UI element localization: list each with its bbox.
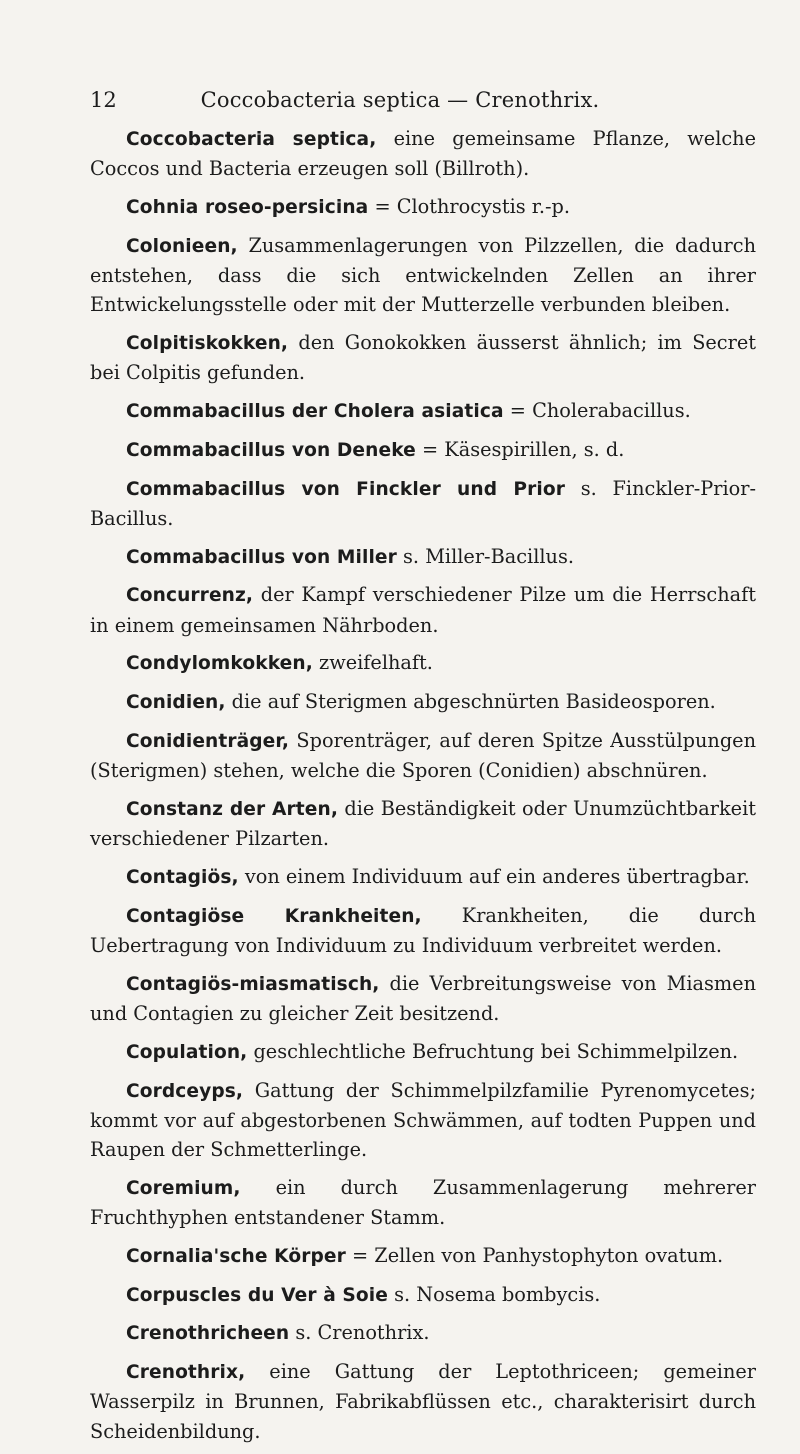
glossary-entry [90, 1241, 756, 1271]
glossary-entry [90, 542, 756, 572]
entry-text: die Beständigkeit oder Unumzüchtbarkeit verschiedener Pilzarten. [90, 796, 756, 851]
entry-term: Crenothrix, [126, 1362, 246, 1384]
entry-text: ein durch Zusammenlagerung mehrerer Fruchthyphen entstandener Stamm. [90, 1175, 756, 1229]
entry-text: s. Nosema bombycis. [387, 1282, 601, 1306]
glossary-entry [90, 648, 756, 678]
entry-term: Conidien, [126, 692, 226, 714]
glossary-entry [90, 687, 756, 717]
entry-text: zweifelhaft. [312, 651, 433, 675]
entry-text: den Gonokokken äusserst ähnlich; im Secret bei Colpitis gefunden. [90, 331, 756, 385]
page-number: 12 [90, 88, 117, 112]
entry-text: die auf Sterigmen abgeschnürten Basideosporen. [225, 690, 716, 714]
entry-term: Cornalia'sche Körper [126, 1245, 346, 1267]
glossary-entry [90, 1280, 756, 1310]
entry-term: Crenothricheen [126, 1323, 290, 1345]
entry-text: Zusammenlagerungen von Pilzzellen, die dadurch entstehen, dass die sich entwickelnden Zellen an ihrer Entwickelungsstelle oder mit der Mutterzelle verbunden bleiben. [90, 233, 756, 317]
glossary-entry [90, 124, 756, 183]
glossary-entry [90, 1318, 756, 1348]
entry-term: Cohnia roseo-persicina [126, 197, 369, 218]
glossary-entry [90, 231, 756, 320]
entry-text: eine Gattung der Leptothriceen; gemeiner Wasserpilz in Brunnen, Fabrikabflüssen etc., charakterisirt durch Scheidenbildung. [90, 1360, 756, 1443]
entry-term: Contagiöse Krankheiten, [126, 905, 422, 927]
entry-text: = Cholerabacillus. [503, 399, 691, 422]
entry-term: Conidienträger, [126, 730, 290, 752]
entry-term: Colonieen, [126, 235, 238, 257]
entry-text: s. Crenothrix. [289, 1321, 430, 1345]
entry-term: Commabacillus von Miller [126, 546, 397, 568]
entry-text: eine gemeinsame Pflanze, welche Coccos und Bacteria erzeugen soll (Billroth). [90, 127, 756, 181]
page-header [90, 86, 710, 114]
glossary-entry [90, 969, 756, 1028]
glossary-entry [90, 1076, 756, 1165]
entry-term: Copulation, [126, 1041, 248, 1063]
entry-term: Commabacillus von Finckler und Prior [126, 478, 565, 500]
entry-term: Cordceyps, [126, 1080, 244, 1102]
entry-term: Constanz der Arten, [126, 798, 339, 820]
glossary-entry [90, 794, 756, 853]
entry-text: Gattung der Schimmelpilzfamilie Pyrenomycetes; kommt vor auf abgestorbenen Schwämmen, auf todten Puppen und Raupen der Schmetterlinge. [90, 1078, 756, 1161]
entry-text: = Clothrocystis r.-p. [368, 195, 570, 218]
glossary-entry [90, 1357, 756, 1446]
entry-text: von einem Individuum auf ein anderes übertragbar. [238, 864, 750, 888]
entry-term: Contagiös, [126, 866, 239, 888]
entry-term: Colpitiskokken, [126, 333, 289, 354]
glossary-entry [90, 1037, 756, 1067]
entry-text: = Zellen von Panhystophyton ovatum. [345, 1243, 724, 1267]
glossary-entry [90, 396, 756, 426]
glossary-entry [90, 1173, 756, 1232]
entry-text: die Verbreitungsweise von Miasmen und Contagien zu gleicher Zeit besitzend. [90, 971, 756, 1025]
entry-term: Corpuscles du Ver à Soie [126, 1284, 388, 1306]
glossary-entry [90, 862, 756, 892]
entry-text: Sporenträger, auf deren Spitze Ausstülpungen (Sterigmen) stehen, welche die Sporen (Conidien) abschnüren. [90, 728, 756, 783]
glossary-entry [90, 328, 756, 387]
entry-term: Commabacillus der Cholera asiatica [126, 401, 504, 422]
entry-text: der Kampf verschiedener Pilze um die Herrschaft in einem gemeinsamen Nährboden. [90, 583, 756, 637]
glossary-entries [90, 124, 756, 1454]
entry-text: s. Finckler-Prior-Bacillus. [90, 476, 757, 530]
entry-text: s. Miller-Bacillus. [396, 544, 574, 568]
glossary-entry [90, 435, 756, 465]
glossary-entry [90, 726, 756, 785]
glossary-entry [90, 192, 756, 222]
entry-term: Coccobacteria septica, [126, 129, 377, 150]
glossary-entry [90, 474, 756, 533]
running-head: Coccobacteria septica — Crenothrix. [200, 88, 600, 112]
glossary-entry [90, 580, 756, 639]
entry-term: Commabacillus von Deneke [126, 439, 416, 461]
entry-text: geschlechtliche Befruchtung bei Schimmelpilzen. [247, 1039, 739, 1063]
glossary-entry [90, 901, 756, 960]
entry-text: Krankheiten, die durch Uebertragung von Individuum zu Individuum verbreitet werden. [90, 903, 757, 957]
entry-term: Concurrenz, [126, 585, 254, 607]
entry-term: Contagiös-miasmatisch, [126, 973, 380, 995]
entry-term: Condylomkokken, [126, 653, 313, 675]
entry-term: Coremium, [126, 1177, 241, 1199]
entry-text: = Käsespirillen, s. d. [415, 437, 625, 461]
